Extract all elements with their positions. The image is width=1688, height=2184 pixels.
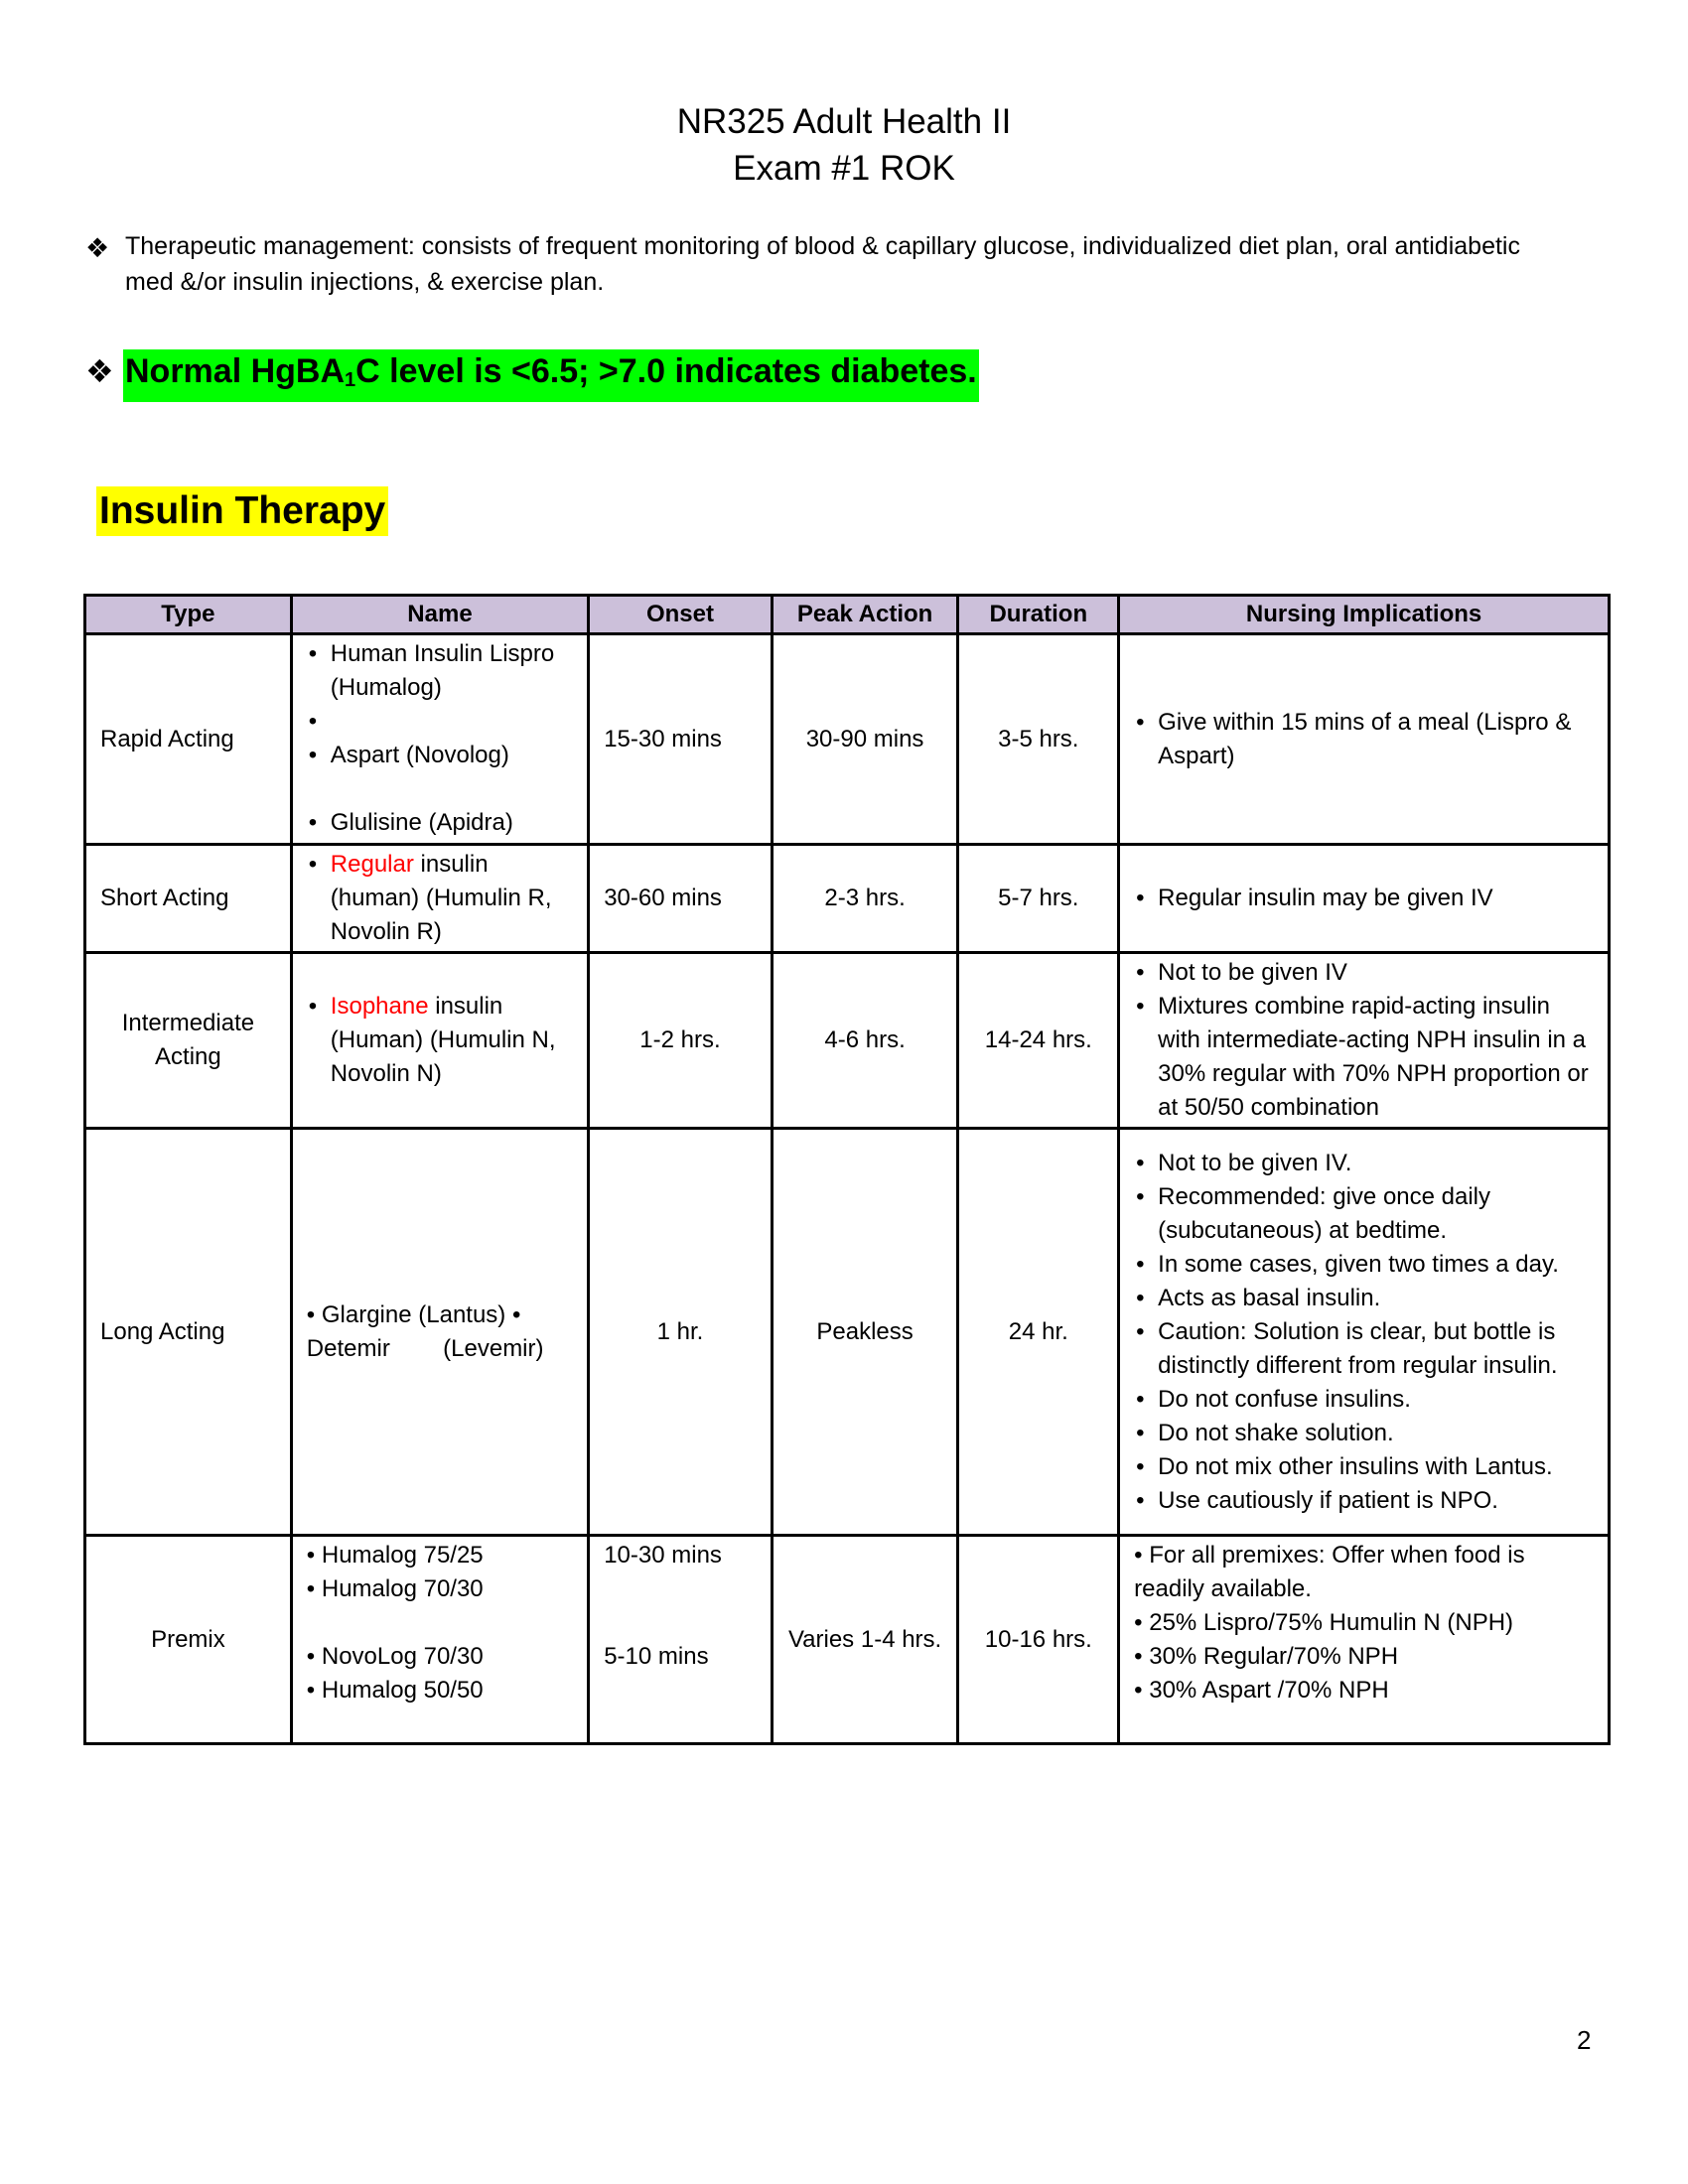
peak-cell: Varies 1-4 hrs. [772, 1536, 958, 1744]
list-item: • NovoLog 70/30 [306, 1643, 484, 1670]
onset-cell: 1-2 hrs. [589, 953, 773, 1129]
document-title: NR325 Adult Health II [676, 102, 1012, 141]
type-cell: Rapid Acting [85, 634, 292, 845]
insulin-table [83, 594, 1611, 1745]
name-rest: insulin (human) (Humulin R, Novolin R) [330, 851, 552, 945]
list-item: • Not to be given IV. [1134, 1147, 1594, 1180]
diamond-bullet-icon: ❖ [85, 353, 114, 389]
list-item: • 30% Aspart /70% NPH [1134, 1677, 1389, 1704]
name-list [307, 990, 573, 1091]
list-item: • Regular insulin may be given IV [1134, 882, 1594, 915]
list-item: • Humalog 50/50 [306, 1677, 484, 1704]
list-item: • Mixtures combine rapid-acting insulin with intermediate-acting NPH insulin in a 30% regular with 70% NPH proportion or at 50/50 combination [1134, 990, 1594, 1125]
implications-cell [1119, 1536, 1610, 1744]
list-item: • Give within 15 mins of a meal (Lispro & Aspart) [1134, 706, 1594, 773]
list-item: • Do not confuse insulins. [1134, 1383, 1594, 1417]
peak-cell: 30-90 mins [772, 634, 958, 845]
header-onset: Onset [589, 596, 773, 634]
list-item: • 30% Regular/70% NPH [1134, 1643, 1399, 1670]
implications-cell [1119, 845, 1610, 953]
implications-cell [1119, 634, 1610, 845]
name-cell [291, 634, 588, 845]
hgba1c-prefix: Normal HgBA [125, 352, 346, 390]
implications-list [1134, 1147, 1594, 1518]
list-item: • Humalog 70/30 [306, 1575, 484, 1602]
onset-cell: 30-60 mins [589, 845, 773, 953]
implications-cell [1119, 953, 1610, 1129]
duration-cell: 24 hr. [958, 1129, 1119, 1536]
list-item: • Use cautiously if patient is NPO. [1134, 1484, 1594, 1518]
hgba1c-subscript: 1 [345, 369, 356, 391]
implications-list [1134, 706, 1594, 773]
peak-cell: 4-6 hrs. [772, 953, 958, 1129]
name-highlight: Regular [330, 851, 414, 878]
onset-value: 5-10 mins [604, 1643, 709, 1670]
name-cell: • Glargine (Lantus) • Detemir (Levemir) [291, 1129, 588, 1536]
hgba1c-suffix: C level is <6.5; >7.0 indicates diabetes. [355, 352, 977, 390]
list-item: • Aspart (Novolog) [307, 739, 573, 772]
type-cell: Intermediate Acting [85, 953, 292, 1129]
type-cell: Long Acting [85, 1129, 292, 1536]
implications-list [1134, 956, 1594, 1125]
table-row [85, 1129, 1610, 1536]
peak-cell: Peakless [772, 1129, 958, 1536]
header-duration: Duration [958, 596, 1119, 634]
list-item: • Human Insulin Lispro (Humalog) [307, 637, 573, 705]
header-peak-action: Peak Action [772, 596, 958, 634]
list-item: • In some cases, given two times a day. [1134, 1248, 1594, 1282]
duration-cell: 14-24 hrs. [958, 953, 1119, 1129]
peak-cell: 2-3 hrs. [772, 845, 958, 953]
type-cell: Short Acting [85, 845, 292, 953]
type-cell: Premix [85, 1536, 292, 1744]
table-header-row [85, 596, 1610, 634]
table-row [85, 953, 1610, 1129]
onset-cell [589, 1536, 773, 1744]
table-row [85, 845, 1610, 953]
section-title: Insulin Therapy [96, 486, 388, 536]
diamond-bullet-icon: ❖ [85, 233, 110, 263]
management-text: Therapeutic management: consists of frequent monitoring of blood & capillary glucose, individualized diet plan, oral antidiabetic med &/or insulin injections, & exercise plan. [125, 232, 1520, 296]
duration-cell: 5-7 hrs. [958, 845, 1119, 953]
name-list [307, 848, 573, 949]
onset-cell: 1 hr. [589, 1129, 773, 1536]
list-item: • Humalog 75/25 [306, 1542, 484, 1569]
implications-list [1134, 882, 1594, 915]
table-row [85, 1536, 1610, 1744]
page-number: 2 [1577, 2025, 1592, 2055]
name-cell [291, 953, 588, 1129]
duration-cell: 3-5 hrs. [958, 634, 1119, 845]
list-item: • Not to be given IV [1134, 956, 1594, 990]
name-cell [291, 1536, 588, 1744]
list-item: • Recommended: give once daily (subcutaneous) at bedtime. [1134, 1180, 1594, 1248]
name-highlight: Isophane [330, 993, 429, 1020]
list-item: • Do not mix other insulins with Lantus. [1134, 1450, 1594, 1484]
name-rest: insulin (Human) (Humulin N, Novolin N) [330, 993, 556, 1087]
list-item: • 25% Lispro/75% Humulin N (NPH) [1134, 1609, 1514, 1636]
duration-cell: 10-16 hrs. [958, 1536, 1119, 1744]
name-cell [291, 845, 588, 953]
list-item: • For all premixes: Offer when food is readily available. [1134, 1542, 1525, 1602]
hgba1c-highlight [123, 349, 979, 402]
header-nursing-implications: Nursing Implications [1119, 596, 1610, 634]
onset-value: 10-30 mins [604, 1542, 722, 1569]
implications-cell [1119, 1129, 1610, 1536]
list-item: • Caution: Solution is clear, but bottle is distinctly different from regular insulin. [1134, 1315, 1594, 1383]
document-subtitle: Exam #1 ROK [733, 149, 955, 188]
list-item: • Do not shake solution. [1134, 1417, 1594, 1450]
list-item [307, 848, 573, 949]
list-item [307, 990, 573, 1091]
name-list [307, 637, 573, 840]
list-item: • Acts as basal insulin. [1134, 1282, 1594, 1315]
table-row [85, 634, 1610, 845]
header-type: Type [85, 596, 292, 634]
onset-cell: 15-30 mins [589, 634, 773, 845]
header-name: Name [291, 596, 588, 634]
list-item: • Glulisine (Apidra) [307, 806, 573, 840]
